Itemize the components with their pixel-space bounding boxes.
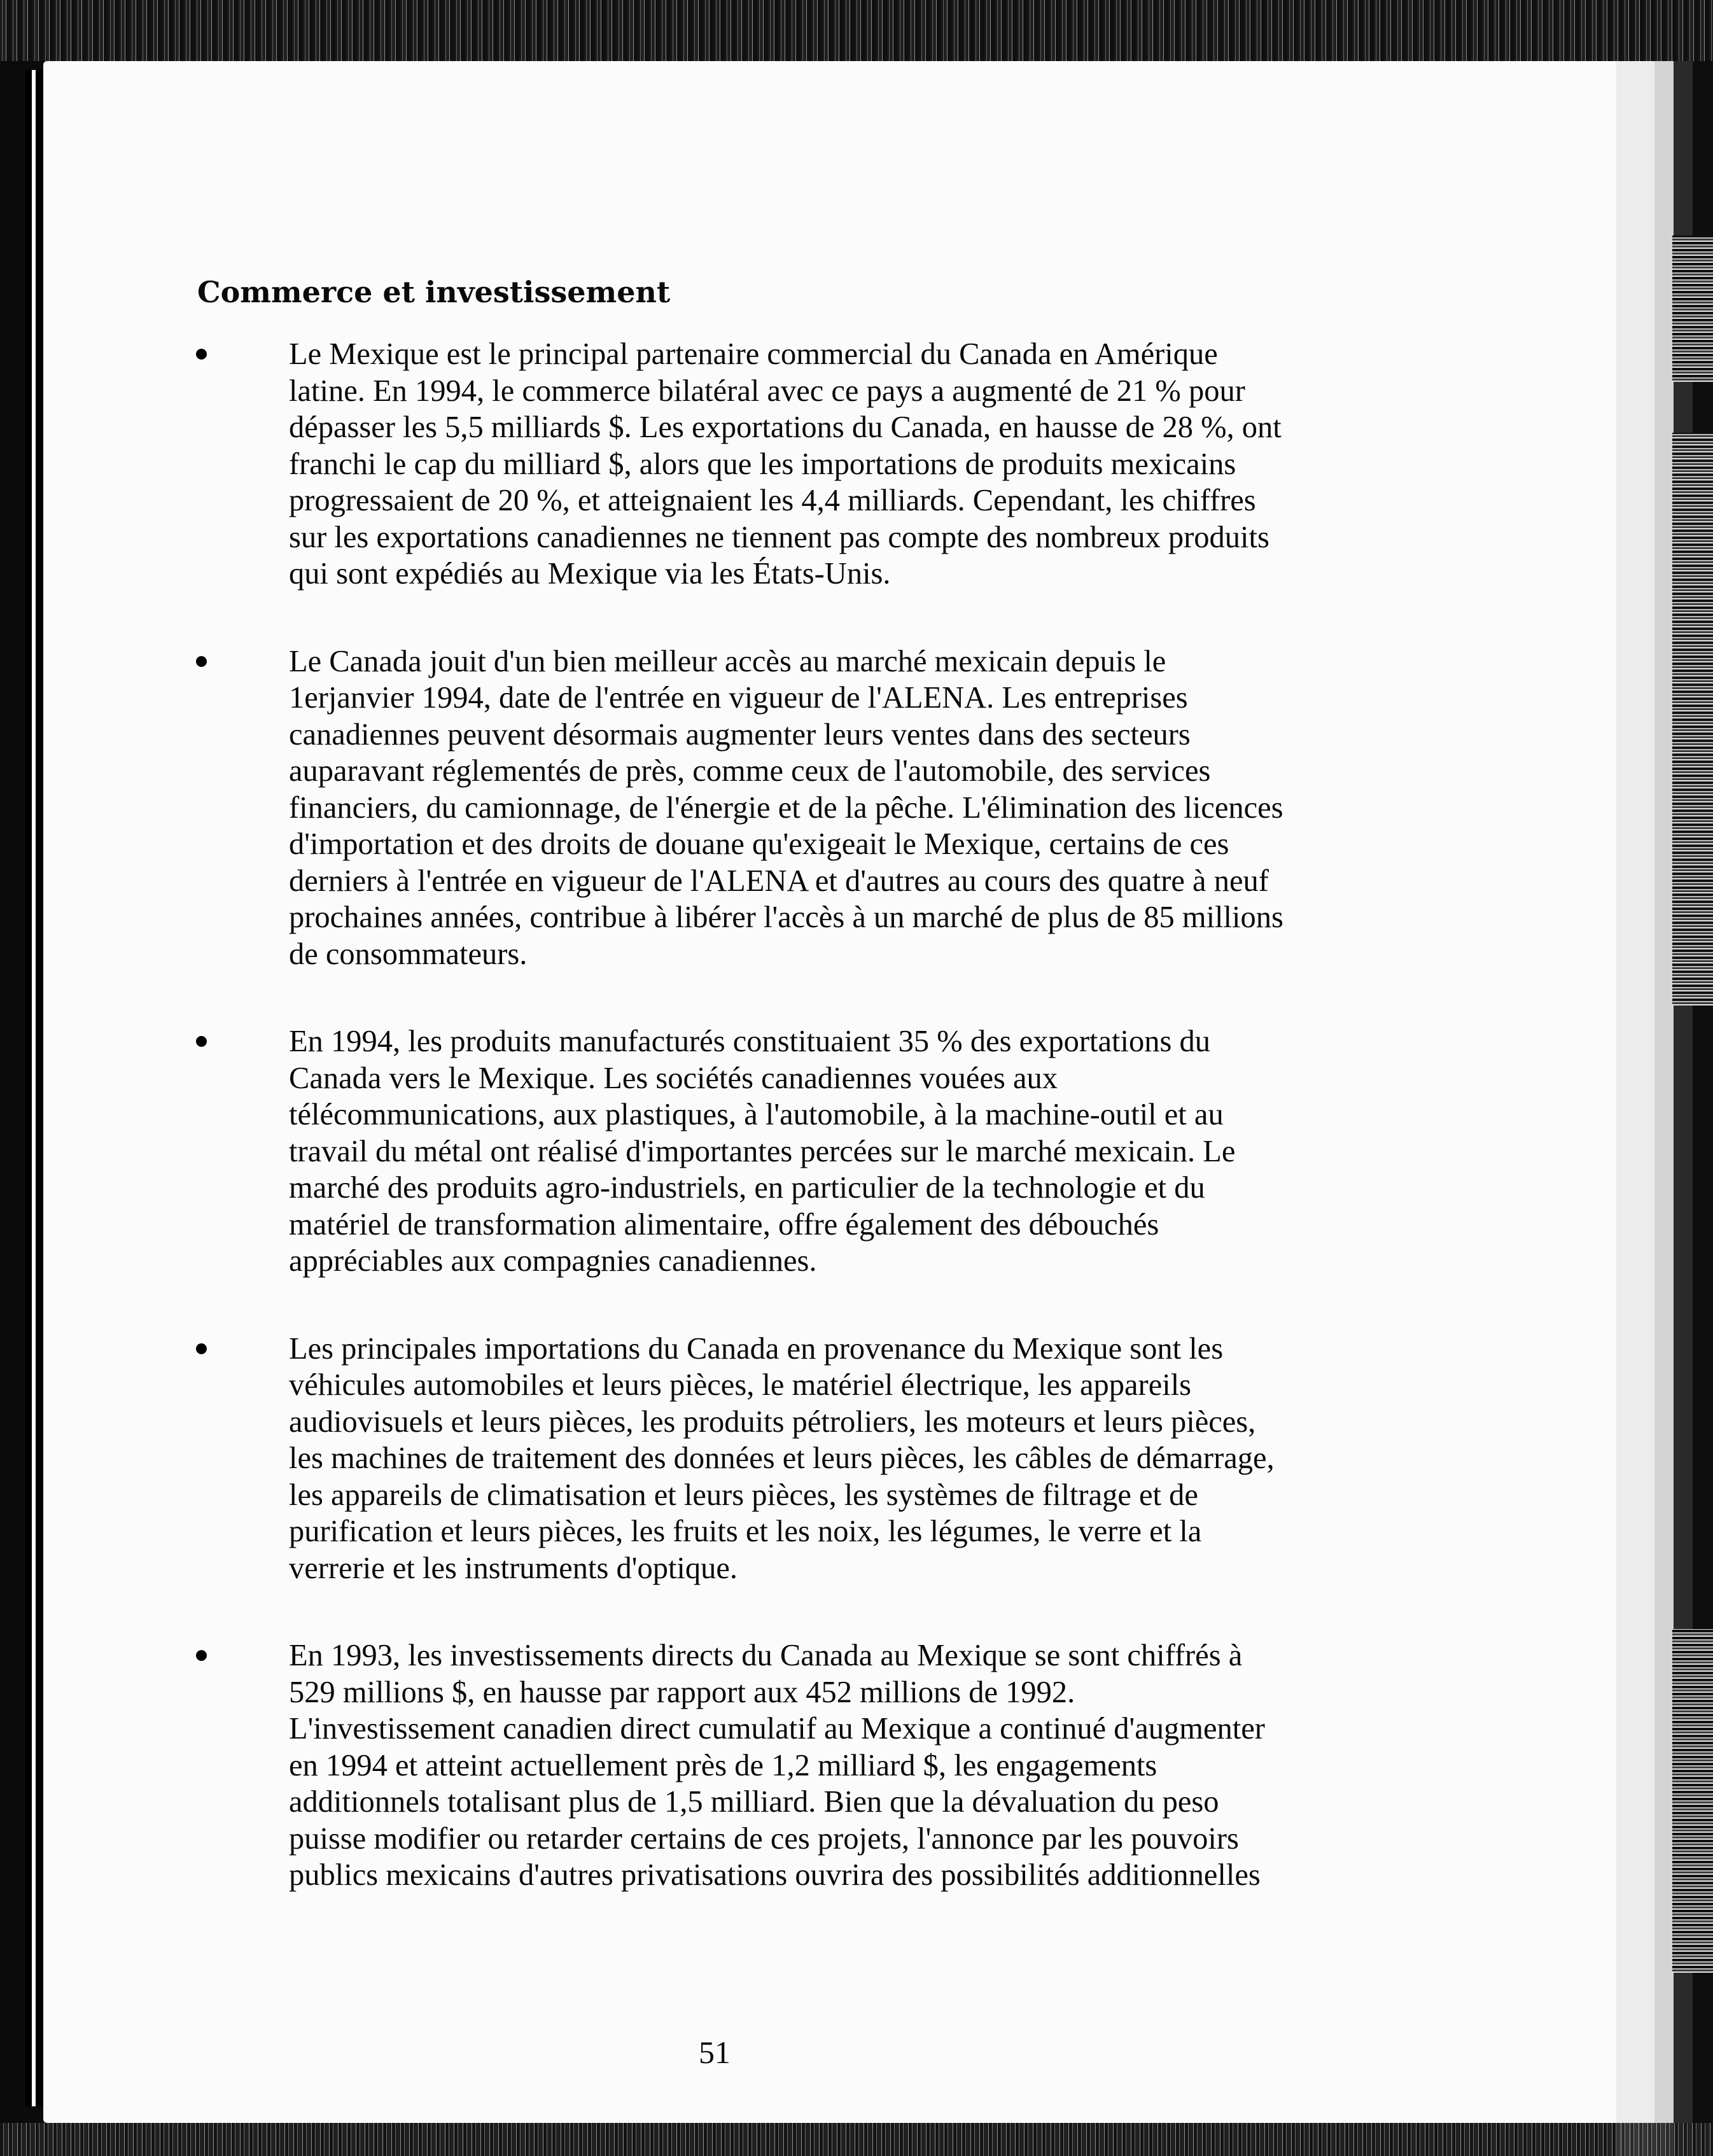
bullet-icon [196,1036,207,1047]
bullet-icon [196,349,207,360]
scan-top-border [0,0,1713,61]
bullet-text: Les principales importations du Canada en provenance du Mexique sont les véhicules automobiles et leurs pièces, le matériel électrique, les appareils audiovisuels et leurs pièces, les produits pétroliers, les moteurs et leurs pièces, les machines de traitement des données et leurs pièces, les câbles de démarrage, les appareils de climatisation et leurs pièces, les systèmes de filtrage et de purification et leurs pièces, les fruits et les noix, les légumes, le verre et la verrerie et les instruments d'optique. [289,1331,1275,1585]
bullet-icon [196,1343,207,1354]
scan-noise-right [1672,1629,1713,1973]
bullet-text: En 1993, les investissements directs du Canada au Mexique se sont chiffrés à 529 millions $, en hausse par rapport aux 452 millions de 1992. L'investissement canadien direct cumulatif au Mexique a continué d'augmenter en 1994 et atteint actuellement près de 1,2 milliard $, les engagements additionnels totalisant plus de 1,5 milliard. Bien que la dévaluation du peso puisse modifier ou retarder certains de ces projets, l'annonce par les pouvoirs publics mexicains d'autres privatisations ouvrira des possibilités additionnelles [289,1639,1265,1892]
scan-bottom-border [0,2123,1713,2156]
bullet-icon [196,1650,207,1661]
bullet-item [191,1023,1285,1280]
bullet-item [191,336,1285,592]
bullet-text: Le Mexique est le principal partenaire commercial du Canada en Amérique latine. En 1994, le commerce bilatéral avec ce pays a augmenté de 21 % pour dépasser les 5,5 milliards $. Les exportations du Canada, en hausse de 28 %, ont franchi le cap du milliard $, alors que les importations de produits mexicains progressaient de 20 %, et atteignaient les 4,4 milliards. Cependant, les chiffres sur les exportations canadiennes ne tiennent pas compte des nombreux produits qui sont expédiés au Mexique via les États-Unis. [289,337,1282,591]
bullet-icon [196,656,207,667]
section-heading: Commerce et investissement [197,275,671,309]
page-number: 51 [699,2034,731,2070]
bullet-item [191,1637,1285,1894]
bullet-item [191,643,1285,973]
bullet-text: En 1994, les produits manufacturés constituaient 35 % des exportations du Canada vers le Mexique. Les sociétés canadiennes vouées aux télécommunications, aux plastiques, à l'automobile, à la machine-outil et au travail du métal ont réalisé d'importantes percées sur le marché mexicain. Le marché des produits agro-industriels, en particulier de la technologie et du matériel de transformation alimentaire, offre également des débouchés appréciables aux compagnies canadiennes. [289,1025,1236,1278]
scan-noise-right [1672,433,1713,1005]
scan-noise-right [1672,235,1713,382]
bullet-item [191,1331,1285,1587]
bullet-list [191,336,1285,1945]
bullet-text: Le Canada jouit d'un bien meilleur accès au marché mexicain depuis le 1erjanvier 1994, date de l'entrée en vigueur de l'ALENA. Les entreprises canadiennes peuvent désormais augmenter leurs ventes dans des secteurs auparavant réglementés de près, comme ceux de l'automobile, des services financiers, du camionnage, de l'énergie et de la pêche. L'élimination des licences d'importation et des droits de douane qu'exigeait le Mexique, certains de ces derniers à l'entrée en vigueur de l'ALENA et d'autres au cours des quatre à neuf prochaines années, contribue à libérer l'accès à un marché de plus de 85 millions de consommateurs. [289,644,1283,971]
